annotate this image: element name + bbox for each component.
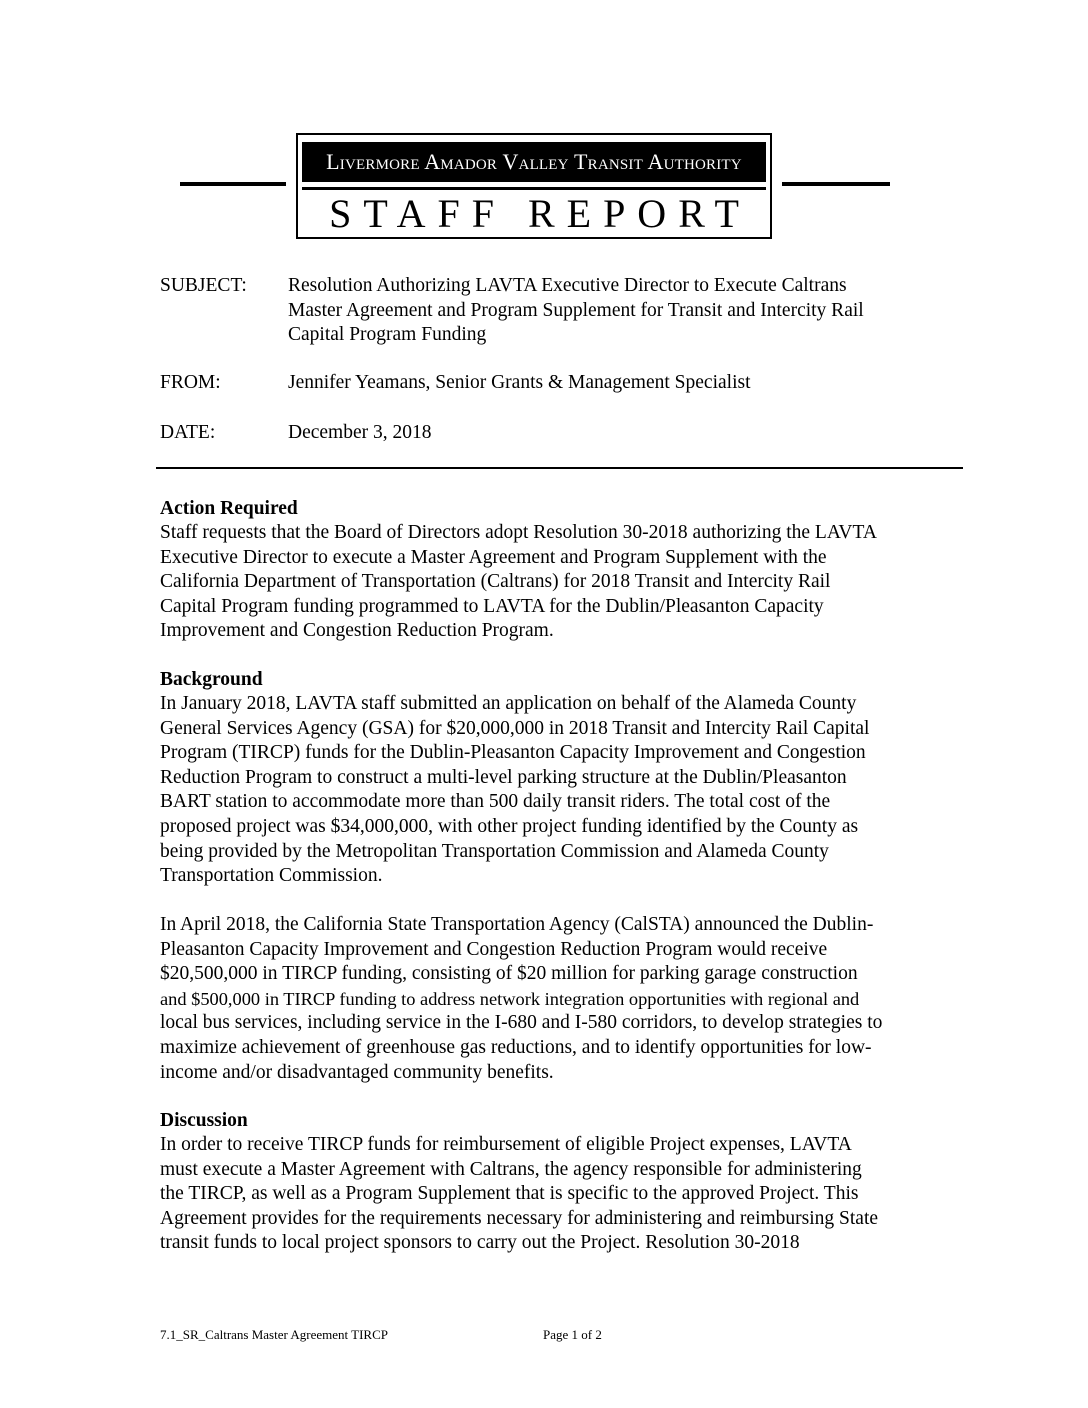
text-line: being provided by the Metropolitan Transportation Commission and Alameda County — [160, 840, 829, 862]
text-line: BART station to accommodate more than 500 daily transit riders. The total cost of the — [160, 791, 831, 813]
text-line: and $500,000 in TIRCP funding to address network integration opportunities with regional and — [160, 988, 860, 1009]
text-line: Transportation Commission. — [160, 865, 383, 887]
discussion-heading: Discussion — [160, 1110, 248, 1131]
action-required-heading: Action Required — [160, 498, 298, 519]
report-type-title: STAFF REPORT — [329, 191, 751, 236]
subject-label: SUBJECT: — [160, 275, 247, 296]
subject-row — [160, 274, 950, 348]
text-line: Staff requests that the Board of Directors adopt Resolution 30-2018 authorizing the LAVTA — [160, 522, 877, 543]
subject-line: Capital Program Funding — [288, 324, 487, 345]
text-line: In April 2018, the California State Transportation Agency (CalSTA) announced the Dublin- — [160, 914, 874, 935]
text-line: Capital Program funding programmed to LAVTA for the Dublin/Pleasanton Capacity — [160, 595, 824, 617]
text-line: proposed project was $34,000,000, with other project funding identified by the County as — [160, 815, 859, 837]
background-paragraph-1 — [160, 692, 960, 889]
background-paragraph-2 — [160, 913, 960, 1085]
subject-value — [288, 274, 948, 348]
text-line: must execute a Master Agreement with Caltrans, the agency responsible for administering — [160, 1158, 862, 1180]
header-rule-left — [180, 182, 286, 186]
text-line: the TIRCP, as well as a Program Supplement that is specific to the approved Project. This — [160, 1183, 859, 1205]
logo-divider — [302, 187, 766, 190]
date-label: DATE: — [160, 422, 216, 443]
from-value: Jennifer Yeamans, Senior Grants & Management Specialist — [288, 372, 751, 393]
from-label: FROM: — [160, 372, 221, 393]
background-heading: Background — [160, 669, 263, 690]
text-line: General Services Agency (GSA) for $20,000,000 in 2018 Transit and Intercity Rail Capital — [160, 717, 870, 739]
text-line: transit funds to local project sponsors to carry out the Project. Resolution 30-2018 — [160, 1232, 800, 1254]
text-line: Reduction Program to construct a multi-level parking structure at the Dublin/Pleasanton — [160, 766, 847, 788]
from-row — [160, 371, 950, 396]
action-required-text — [160, 521, 960, 644]
text-line: local bus services, including service in the I-680 and I-580 corridors, to develop strategies to — [160, 1012, 883, 1034]
text-line: Program (TIRCP) funds for the Dublin-Pleasanton Capacity Improvement and Congestion — [160, 742, 866, 764]
text-line: maximize achievement of greenhouse gas reductions, and to identify opportunities for low- — [160, 1036, 872, 1058]
text-line: In January 2018, LAVTA staff submitted an application on behalf of the Alameda County — [160, 693, 857, 714]
text-line: Agreement provides for the requirements necessary for administering and reimbursing State — [160, 1207, 879, 1229]
text-line: California Department of Transportation (Caltrans) for 2018 Transit and Intercity Rail — [160, 571, 831, 593]
date-row — [160, 421, 950, 446]
footer-filename: 7.1_SR_Caltrans Master Agreement TIRCP — [160, 1327, 388, 1342]
text-line: Executive Director to execute a Master Agreement and Program Supplement with the — [160, 546, 827, 568]
org-name: Livermore Amador Valley Transit Authority — [302, 142, 766, 182]
staff-report-logo — [296, 133, 772, 239]
text-line: income and/or disadvantaged community benefits. — [160, 1061, 554, 1083]
text-line: $20,500,000 in TIRCP funding, consisting of $20 million for parking garage construction — [160, 963, 858, 985]
subject-line: Master Agreement and Program Supplement for Transit and Intercity Rail — [288, 299, 864, 321]
subject-line: Resolution Authorizing LAVTA Executive Director to Execute Caltrans — [288, 275, 847, 296]
discussion-text — [160, 1133, 960, 1256]
header-divider — [156, 467, 963, 469]
header-rule-right — [782, 182, 890, 186]
text-line: Pleasanton Capacity Improvement and Congestion Reduction Program would receive — [160, 938, 828, 960]
text-line: In order to receive TIRCP funds for reimbursement of eligible Project expenses, LAVTA — [160, 1134, 852, 1155]
text-line: Improvement and Congestion Reduction Program. — [160, 620, 554, 642]
date-value: December 3, 2018 — [288, 422, 432, 443]
footer-page-number: Page 1 of 2 — [543, 1327, 602, 1342]
